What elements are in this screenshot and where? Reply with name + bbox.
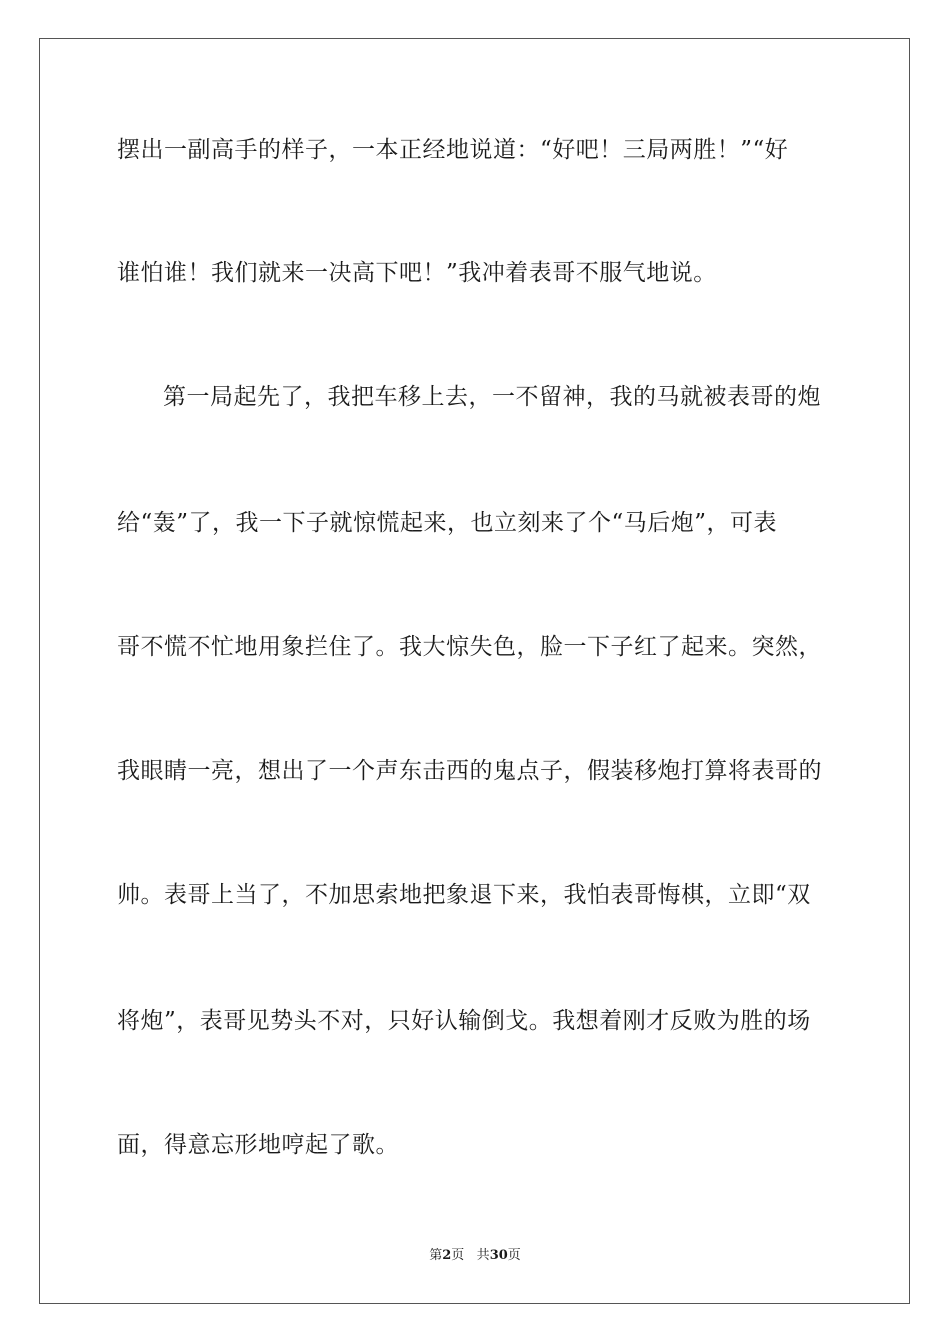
page-prefix: 第 xyxy=(429,1248,443,1263)
text-line: 哥不慌不忙地用象拦住了。我大惊失色，脸一下子红了起来。突然， xyxy=(117,634,822,660)
page-suffix: 页 xyxy=(451,1248,465,1263)
text-line: 将炮”，表哥见势头不对，只好认输倒戈。我想着刚才反败为胜的场 xyxy=(117,1008,811,1034)
text-line: 面，得意忘形地哼起了歌。 xyxy=(117,1132,399,1158)
text-line: 摆出一副高手的样子，一本正经地说道：“好吧！三局两胜！”“好 xyxy=(117,137,789,163)
total-prefix: 共 xyxy=(476,1248,490,1263)
page-number: 2 xyxy=(442,1248,452,1263)
text-line: 我眼睛一亮，想出了一个声东击西的鬼点子，假装移炮打算将表哥的 xyxy=(117,758,822,784)
text-line: 谁怕谁！我们就来一决高下吧！”我冲着表哥不服气地说。 xyxy=(117,260,717,286)
text-line: 帅。表哥上当了，不加思索地把象退下来，我怕表哥悔棋，立即“双 xyxy=(117,882,811,908)
paragraph-start-line: 第一局起先了，我把车移上去，一不留神，我的马就被表哥的炮 xyxy=(163,384,821,410)
total-pages: 30 xyxy=(489,1248,508,1263)
total-suffix: 页 xyxy=(507,1248,521,1263)
page-border xyxy=(39,38,910,1304)
page-footer xyxy=(0,1246,950,1266)
text-line: 给“轰”了，我一下子就惊慌起来，也立刻来了个“马后炮”，可表 xyxy=(117,510,778,536)
